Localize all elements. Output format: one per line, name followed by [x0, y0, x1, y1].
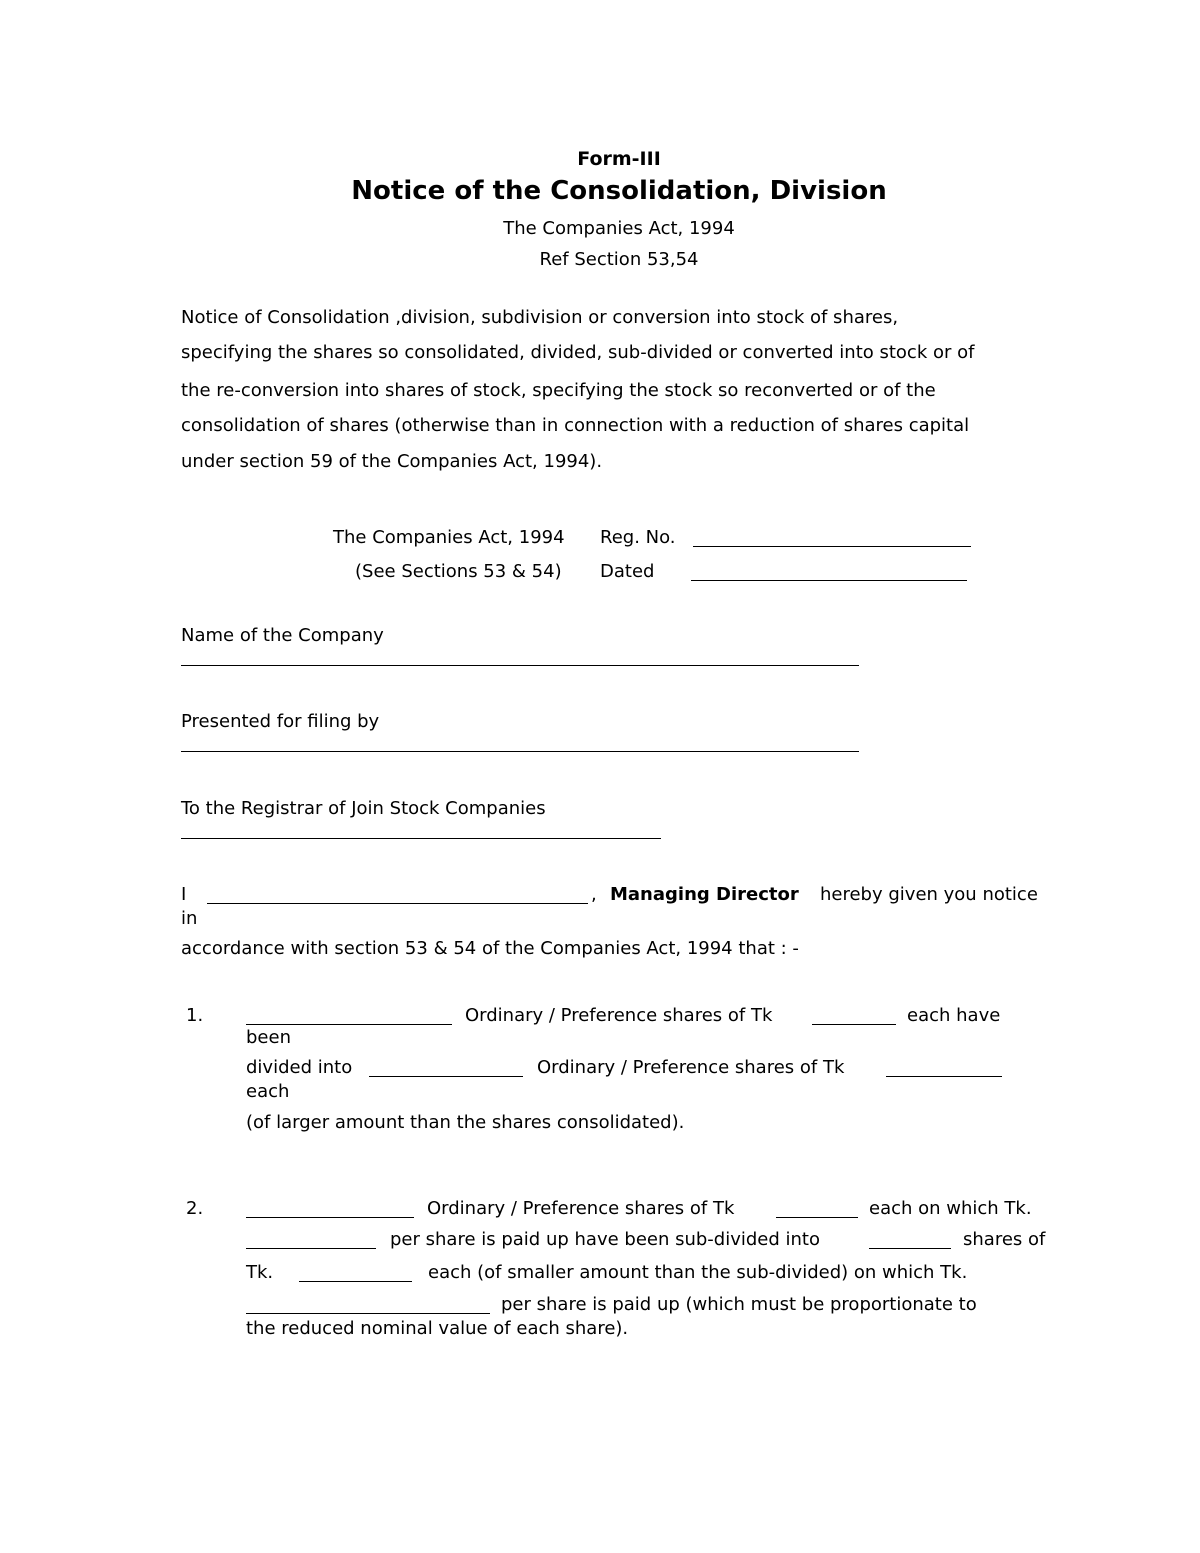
item1-shares-field[interactable]	[246, 1024, 452, 1025]
intro-line-4: consolidation of shares (otherwise than in connection with a reduction of shares capital	[181, 415, 970, 436]
item1-number: 1.	[186, 1005, 204, 1026]
item1-line1-wrap: been	[246, 1027, 291, 1048]
act-subtitle: The Companies Act, 1994	[503, 218, 735, 239]
item2-number: 2.	[186, 1198, 204, 1219]
managing-director-label: Managing Director	[610, 884, 799, 905]
presented-by-label: Presented for filing by	[181, 711, 380, 732]
item2-line2-text: per share is paid up have been sub-divided into	[390, 1229, 821, 1250]
item1-divided-tk-field[interactable]	[886, 1076, 1002, 1077]
reg-act-label: The Companies Act, 1994	[333, 527, 565, 548]
item1-line2-text: divided into	[246, 1057, 353, 1078]
item1-line2-wrap: each	[246, 1081, 290, 1102]
reg-sections-label: (See Sections 53 & 54)	[355, 561, 562, 582]
presented-by-field[interactable]	[181, 751, 859, 752]
item2-subdivided-field[interactable]	[869, 1248, 951, 1249]
dated-field[interactable]	[691, 580, 967, 581]
item2-paid-field[interactable]	[246, 1248, 376, 1249]
item1-line1-text: Ordinary / Preference shares of Tk	[465, 1005, 773, 1026]
declaration-wrap: in	[181, 908, 198, 929]
reg-no-label: Reg. No.	[600, 527, 676, 548]
item2-line5: the reduced nominal value of each share).	[246, 1318, 629, 1339]
ref-section: Ref Section 53,54	[539, 249, 699, 270]
item2-tk-amount-field[interactable]	[299, 1281, 412, 1282]
declaration-line-2: accordance with section 53 & 54 of the Companies Act, 1994 that : -	[181, 938, 799, 959]
item1-line3: (of larger amount than the shares consolidated).	[246, 1112, 685, 1133]
declaration-text: hereby given you notice	[820, 884, 1038, 905]
company-name-label: Name of the Company	[181, 625, 384, 646]
intro-line-2: specifying the shares so consolidated, divided, sub-divided or converted into stock or of	[181, 342, 975, 363]
item2-line1-text: Ordinary / Preference shares of Tk	[427, 1198, 735, 1219]
page-title: Notice of the Consolidation, Division	[351, 176, 887, 206]
item2-per-share-field[interactable]	[246, 1313, 490, 1314]
item2-line3-text: each (of smaller amount than the sub-divided) on which Tk.	[428, 1262, 968, 1283]
form-number: Form-III	[577, 148, 661, 170]
item1-tk-field[interactable]	[812, 1024, 896, 1025]
declaration-comma: ,	[591, 884, 597, 905]
intro-line-1: Notice of Consolidation ,division, subdivision or conversion into stock of shares,	[181, 307, 899, 328]
item2-line1-tail: each on which Tk.	[869, 1198, 1032, 1219]
item1-line2-mid: Ordinary / Preference shares of Tk	[537, 1057, 845, 1078]
registrar-field[interactable]	[181, 838, 661, 839]
dated-label: Dated	[600, 561, 655, 582]
intro-line-3: the re-conversion into shares of stock, specifying the stock so reconverted or of the	[181, 380, 936, 401]
intro-line-5: under section 59 of the Companies Act, 1994).	[181, 451, 603, 472]
item2-shares-field[interactable]	[246, 1217, 414, 1218]
declaration-i: I	[181, 884, 187, 905]
director-name-field[interactable]	[207, 903, 588, 904]
item2-tk-field[interactable]	[776, 1217, 858, 1218]
reg-no-field[interactable]	[693, 546, 971, 547]
item1-line1-tail: each have	[907, 1005, 1001, 1026]
registrar-label: To the Registrar of Join Stock Companies	[181, 798, 546, 819]
item2-line4-text: per share is paid up (which must be proportionate to	[501, 1294, 977, 1315]
item2-line3-lead: Tk.	[246, 1262, 274, 1283]
item1-divided-shares-field[interactable]	[369, 1076, 523, 1077]
company-name-field[interactable]	[181, 665, 859, 666]
item2-line2-tail: shares of	[963, 1229, 1046, 1250]
